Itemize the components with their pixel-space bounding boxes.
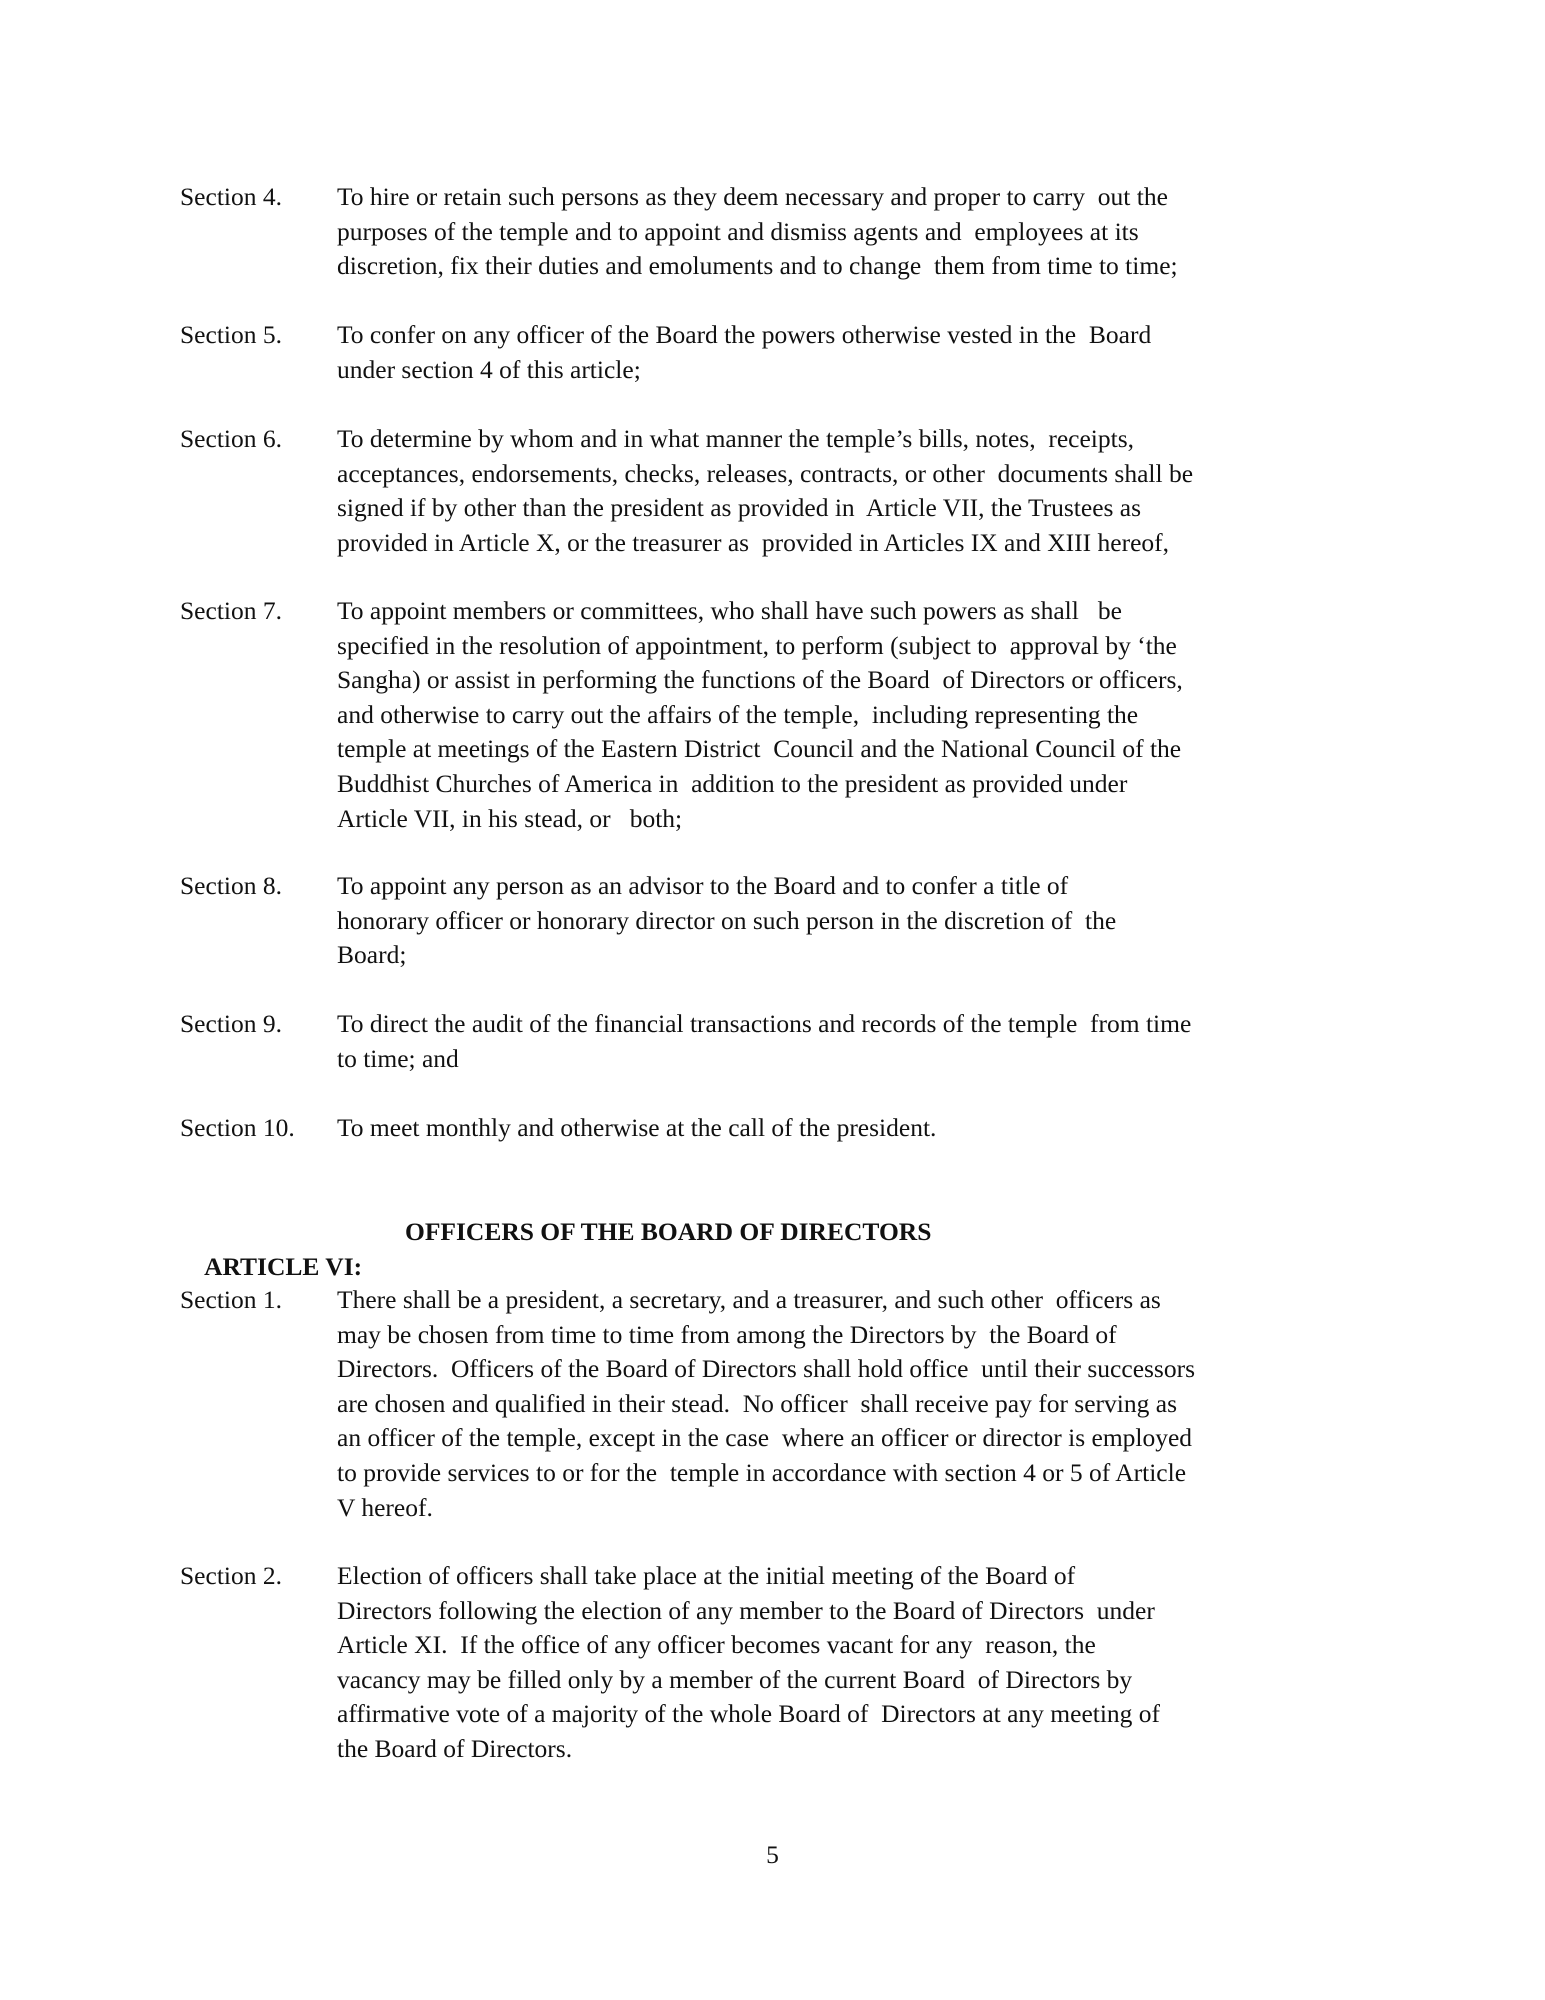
section-body xyxy=(337,1111,1397,1146)
section-line: discretion, fix their duties and emoluments and to change them from time to time; xyxy=(337,251,1178,281)
article-title: OFFICERS OF THE BOARD OF DIRECTORS xyxy=(405,1217,932,1246)
section-line: There shall be a president, a secretary, and a treasurer, and such other officers as xyxy=(337,1285,1161,1314)
section-line: Directors. Officers of the Board of Directors shall hold office until their successors xyxy=(337,1354,1196,1384)
section-line: vacancy may be filled only by a member of the current Board of Directors by xyxy=(337,1664,1133,1694)
section-body xyxy=(337,1007,1397,1076)
section-body xyxy=(337,180,1397,284)
section-body xyxy=(337,869,1397,973)
section-line: Directors following the election of any member to the Board of Directors under xyxy=(337,1595,1155,1625)
section-line: To direct the audit of the financial transactions and records of the temple from time xyxy=(337,1009,1192,1038)
section-line: affirmative vote of a majority of the whole Board of Directors at any meeting of xyxy=(337,1699,1161,1729)
section-line: are chosen and qualified in their stead. No officer shall receive pay for serving as xyxy=(337,1388,1177,1418)
section-line: To confer on any officer of the Board the powers otherwise vested in the Board xyxy=(337,320,1152,349)
section-line: V hereof. xyxy=(337,1492,433,1522)
section-label: Section 7. xyxy=(180,596,282,625)
section-body xyxy=(337,422,1397,560)
section-line: Election of officers shall take place at the initial meeting of the Board of xyxy=(337,1561,1076,1590)
section-label: Section 1. xyxy=(180,1285,282,1314)
section-label: Section 8. xyxy=(180,871,282,900)
section-body xyxy=(337,594,1397,836)
section-line: To meet monthly and otherwise at the call of the president. xyxy=(337,1113,937,1142)
section-line: under section 4 of this article; xyxy=(337,354,641,384)
section-label: Section 10. xyxy=(180,1113,295,1142)
section-line: To determine by whom and in what manner the temple’s bills, notes, receipts, xyxy=(337,424,1135,453)
section-line: Buddhist Churches of America in addition to the president as provided under xyxy=(337,768,1128,798)
section-line: and otherwise to carry out the affairs of the temple, including representing the xyxy=(337,699,1139,729)
section-line: may be chosen from time to time from among the Directors by the Board of xyxy=(337,1319,1117,1349)
section-line: an officer of the temple, except in the case where an officer or director is employed xyxy=(337,1423,1193,1453)
article-number: ARTICLE VI: xyxy=(204,1251,363,1281)
section-body xyxy=(337,1559,1397,1767)
section-label: Section 5. xyxy=(180,320,282,349)
section-line: specified in the resolution of appointment, to perform (subject to approval by ‘the xyxy=(337,630,1177,660)
section-line: purposes of the temple and to appoint and dismiss agents and employees at its xyxy=(337,216,1139,246)
section-line: Article XI. If the office of any officer becomes vacant for any reason, the xyxy=(337,1630,1096,1660)
section-line: temple at meetings of the Eastern District Council and the National Council of the xyxy=(337,734,1182,764)
section-line: to time; and xyxy=(337,1043,459,1073)
section-line: To hire or retain such persons as they deem necessary and proper to carry out the xyxy=(337,182,1168,211)
section-line: Article VII, in his stead, or both; xyxy=(337,803,683,833)
section-line: the Board of Directors. xyxy=(337,1733,573,1763)
section-label: Section 9. xyxy=(180,1009,282,1038)
section-label: Section 2. xyxy=(180,1561,282,1590)
section-body xyxy=(337,318,1397,387)
section-line: to provide services to or for the temple in accordance with section 4 or 5 of Article xyxy=(337,1457,1187,1487)
section-label: Section 6. xyxy=(180,424,282,453)
section-line: Sangha) or assist in performing the functions of the Board of Directors or officers, xyxy=(337,665,1183,695)
section-line: honorary officer or honorary director on such person in the discretion of the xyxy=(337,905,1117,935)
section-body xyxy=(337,1283,1397,1525)
page-number: 5 xyxy=(766,1840,779,1869)
section-line: To appoint members or committees, who shall have such powers as shall be xyxy=(337,596,1122,625)
section-line: acceptances, endorsements, checks, releases, contracts, or other documents shall be xyxy=(337,458,1194,488)
section-line: signed if by other than the president as provided in Article VII, the Trustees as xyxy=(337,493,1142,523)
section-line: To appoint any person as an advisor to the Board and to confer a title of xyxy=(337,871,1069,900)
section-line: provided in Article X, or the treasurer as provided in Articles IX and XIII hereof, xyxy=(337,527,1170,557)
section-line: Board; xyxy=(337,940,407,970)
section-label: Section 4. xyxy=(180,182,282,211)
